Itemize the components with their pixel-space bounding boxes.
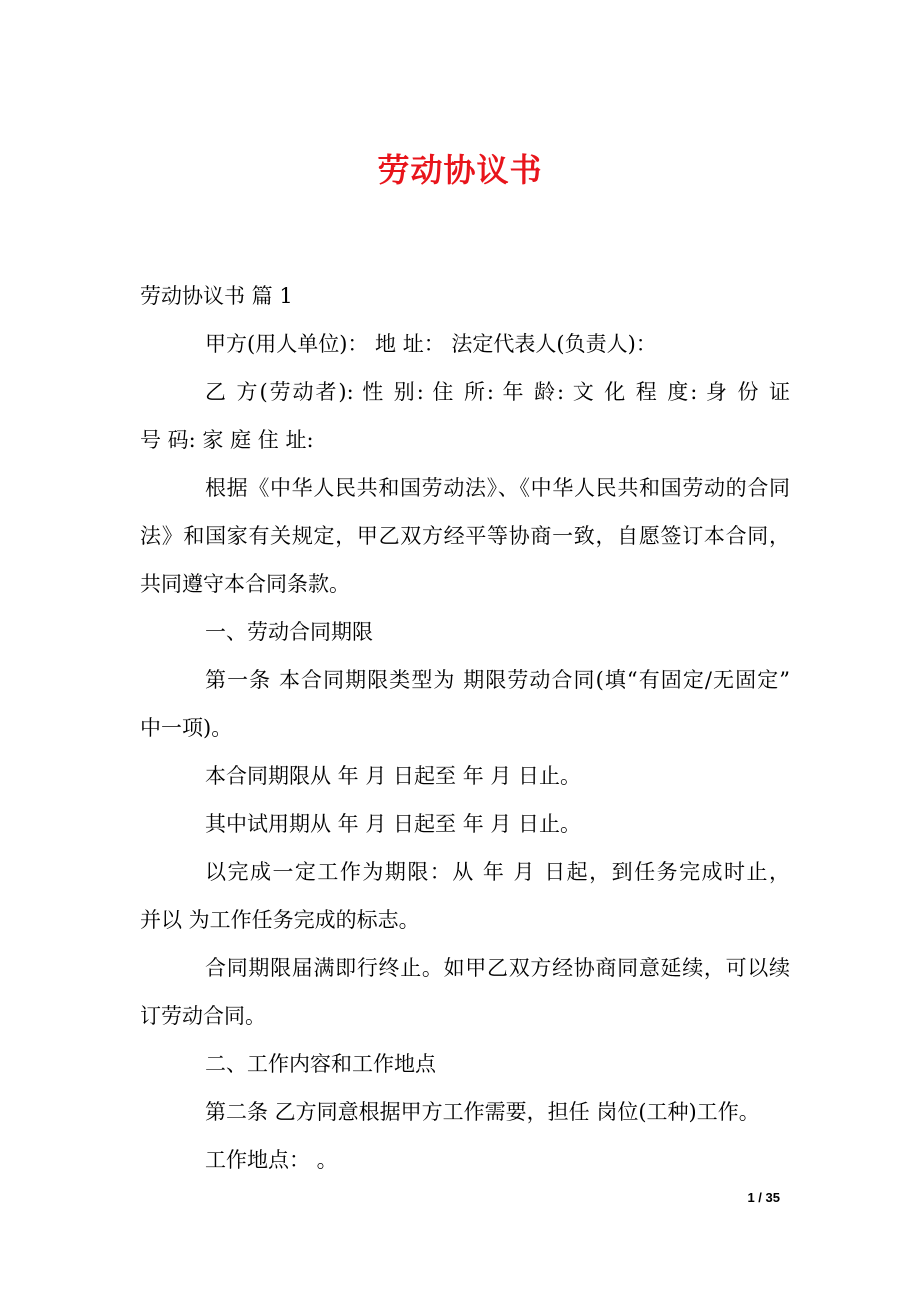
basis-paragraph-line: 根据《中华人民共和国劳动法》、《中华人民共和国劳动的合同 — [205, 476, 790, 500]
party-a-line: 甲方(用人单位)： 地 址： 法定代表人(负责人)： — [205, 332, 657, 356]
article-two-line: 第二条 乙方同意根据甲方工作需要，担任 岗位(工种)工作。 — [205, 1100, 760, 1124]
basis-paragraph-line: 法》和国家有关规定，甲乙双方经平等协商一致，自愿签订本合同， — [140, 524, 790, 548]
section-heading-part-1: 劳动协议书 篇 1 — [140, 284, 293, 308]
basis-paragraph-line: 共同遵守本合同条款。 — [140, 572, 350, 596]
section-heading-work: 二、工作内容和工作地点 — [205, 1052, 436, 1076]
task-term-line: 并以 为工作任务完成的标志。 — [140, 908, 420, 932]
party-b-line: 乙 方(劳动者): 性 别: 住 所: 年 龄: 文 化 程 度: 身 份 证 — [205, 380, 790, 404]
article-one-line: 第一条 本合同期限类型为 期限劳动合同(填“有固定/无固定” — [205, 668, 790, 692]
contract-period-line: 本合同期限从 年 月 日起至 年 月 日止。 — [205, 764, 582, 788]
expiry-paragraph-line: 合同期限届满即行终止。如甲乙双方经协商同意延续，可以续 — [205, 956, 790, 980]
expiry-paragraph-line: 订劳动合同。 — [140, 1004, 266, 1028]
party-b-line-continued: 号 码: 家 庭 住 址: — [140, 428, 314, 452]
probation-period-line: 其中试用期从 年 月 日起至 年 月 日止。 — [205, 812, 582, 836]
document-title: 劳动协议书 — [377, 151, 543, 189]
task-term-line: 以完成一定工作为期限：从 年 月 日起，到任务完成时止， — [205, 860, 790, 884]
work-location-line: 工作地点： 。 — [205, 1148, 338, 1172]
page-number: 1 / 35 — [747, 1190, 780, 1205]
section-heading-term: 一、劳动合同期限 — [205, 620, 373, 644]
article-one-line: 中一项)。 — [140, 716, 233, 740]
